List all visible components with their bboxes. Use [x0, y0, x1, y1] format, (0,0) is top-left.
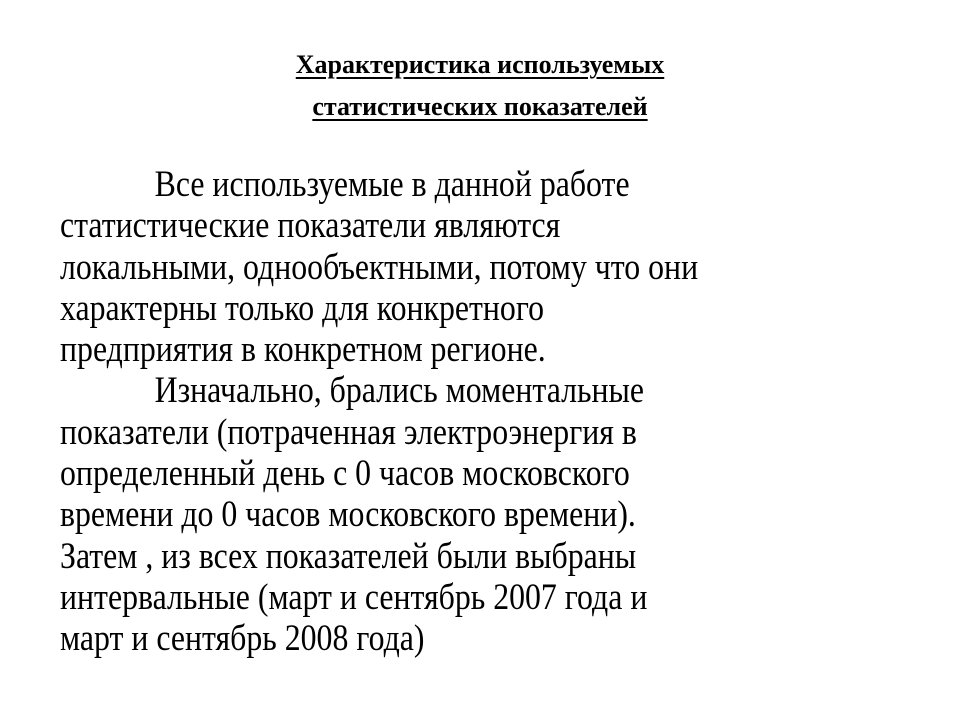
- paragraph-2: [60, 370, 920, 659]
- body-line: предприятия в конкретном регионе.: [60, 329, 546, 371]
- body-line: статистические показатели являются: [60, 205, 561, 247]
- slide-body: [60, 164, 920, 660]
- body-line: Изначально, брались моментальные: [154, 370, 645, 412]
- body-line: Все используемые в данной работе: [154, 164, 630, 205]
- body-line: определенный день с 0 часов московского: [60, 453, 630, 495]
- slide-title: [0, 44, 960, 128]
- body-line: времени до 0 часов московского времени).: [60, 494, 636, 536]
- body-line: интервальные (март и сентябрь 2007 года и: [60, 576, 648, 618]
- body-line: локальными, однообъектными, потому что они: [60, 246, 699, 288]
- body-line: Затем , из всех показателей были выбраны: [60, 535, 637, 577]
- body-line: март и сентябрь 2008 года): [60, 618, 425, 660]
- body-line: характерны только для конкретного: [60, 287, 545, 329]
- paragraph-1: [60, 164, 920, 370]
- title-line-1: Характеристика используемых: [295, 50, 665, 79]
- title-line-2: статистических показателей: [312, 92, 648, 121]
- body-line: показатели (потраченная электроэнергия в: [60, 411, 637, 453]
